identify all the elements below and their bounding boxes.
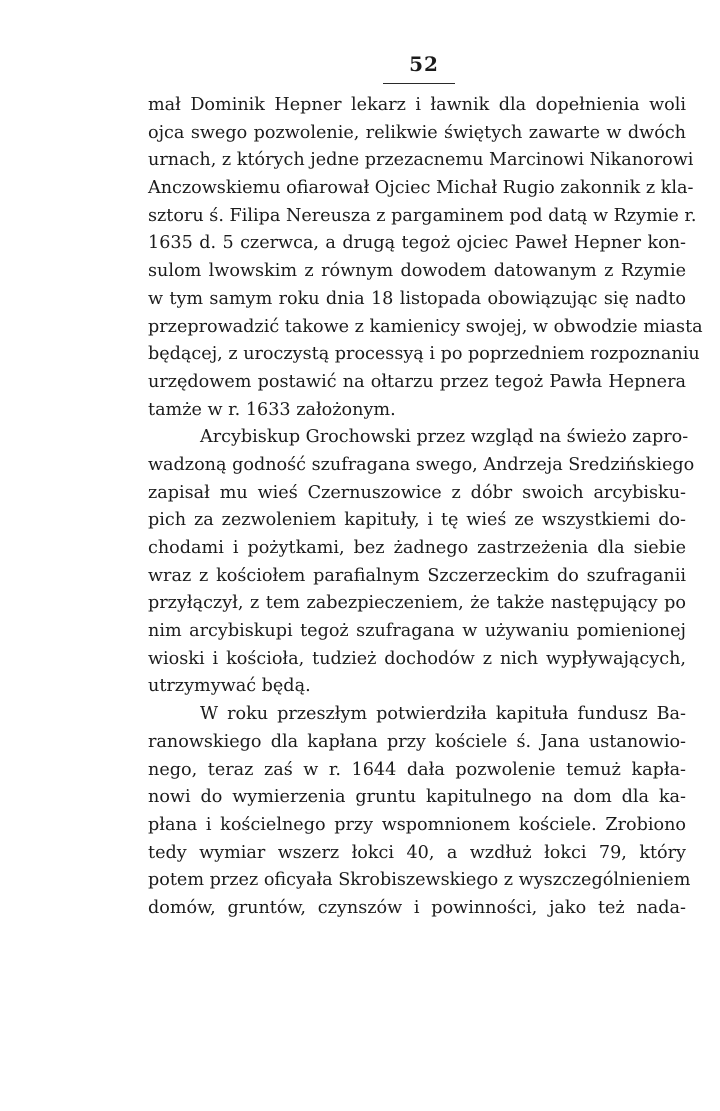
- text-line: ranowskiego dla kapłana przy kościele ś. Jana ustanowio-: [148, 731, 686, 752]
- text-line: tamże w r. 1633 założonym.: [148, 399, 396, 420]
- text-line: płana i kościelnego przy wspomnionem kościele. Zrobiono: [148, 814, 686, 835]
- text-line: urzędowem postawić na ołtarzu przez tegoż Pawła Hepnera: [148, 371, 686, 392]
- text-line: nim arcybiskupi tegoż szufragana w używaniu pomienionej: [148, 621, 686, 642]
- page-number: 52: [409, 52, 439, 76]
- text-line: 1635 d. 5 czerwca, a drugą tegoż ojciec Paweł Hepner kon-: [148, 233, 686, 254]
- text-line: mał Dominik Hepner lekarz i ławnik dla dopełnienia woli: [148, 95, 686, 115]
- text-line: ojca swego pozwolenie, relikwie świętych zawarte w dwóch: [148, 122, 686, 143]
- text-line: nowi do wymierzenia gruntu kapitulnego na dom dla ka-: [148, 787, 686, 808]
- text-line: sulom lwowskim z równym dowodem datowanym z Rzymie: [148, 261, 686, 282]
- page-number-rule: [383, 83, 455, 84]
- text-line: przyłączył, z tem zabezpieczeniem, że także następujący po: [148, 593, 686, 614]
- text-line: nego, teraz zaś w r. 1644 dała pozwolenie temuż kapła-: [148, 759, 686, 780]
- text-line: tedy wymiar wszerz łokci 40, a wzdłuż łokci 79, który: [148, 842, 686, 863]
- text-line: urnach, z których jedne przezacnemu Marcinowi Nikanorowi: [148, 150, 694, 171]
- paragraph-1: [148, 92, 703, 424]
- text-line: będącej, z uroczystą processyą i po poprzedniem rozpoznaniu: [148, 344, 700, 365]
- text-line: potem przez oficyała Skrobiszewskiego z wyszczególnieniem: [148, 870, 691, 891]
- text-line: wioski i kościoła, tudzież dochodów z nich wypływających,: [148, 648, 686, 669]
- text-line: w tym samym roku dnia 18 listopada obowiązując się nadto: [148, 288, 686, 309]
- paragraph-3: [148, 701, 691, 923]
- text-line: wraz z kościołem parafialnym Szczerzeckim do szufraganii: [148, 565, 686, 586]
- text-line: domów, gruntów, czynszów i powinności, jako też nada-: [148, 897, 686, 918]
- text-line: sztoru ś. Filipa Nereusza z pargaminem pod datą w Rzymie r.: [148, 205, 697, 226]
- paragraph-2: [148, 424, 695, 701]
- body-text: [148, 92, 703, 923]
- text-line: Arcybiskup Grochowski przez wzgląd na świeżo zapro-: [200, 427, 689, 448]
- text-line: pich za zezwoleniem kapituły, i tę wieś ze wszystkiemi do-: [148, 510, 686, 531]
- text-line: chodami i pożytkami, bez żadnego zastrzeżenia dla siebie: [148, 538, 686, 558]
- text-line: Anczowskiemu ofiarował Ojciec Michał Rugio zakonnik z kla-: [148, 178, 694, 199]
- text-line: zapisał mu wieś Czernuszowice z dóbr swoich arcybisku-: [148, 482, 686, 503]
- text-line: utrzymywać będą.: [148, 676, 311, 697]
- text-line: wadzoną godność szufragana swego, Andrzeja Sredzińskiego: [148, 454, 695, 475]
- text-line: W roku przeszłym potwierdziła kapituła fundusz Ba-: [200, 704, 686, 725]
- text-line: przeprowadzić takowe z kamienicy swojej, w obwodzie miasta: [148, 316, 703, 337]
